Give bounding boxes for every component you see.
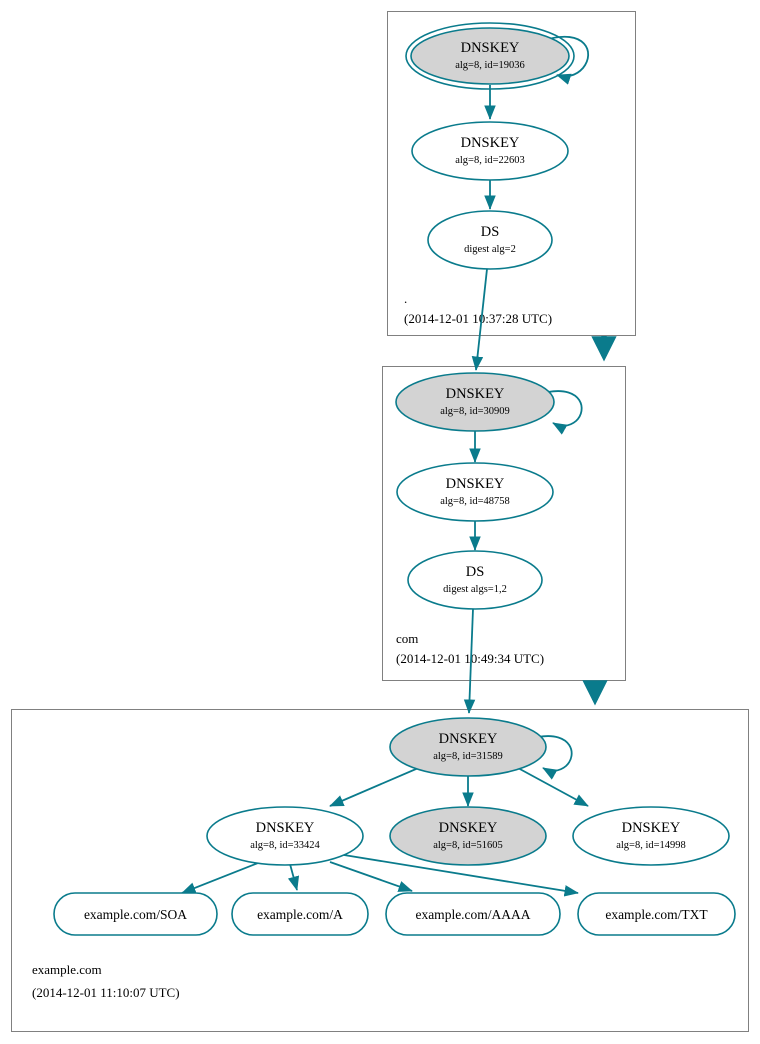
node-zsk-com-detail: alg=8, id=48758 <box>440 496 510 507</box>
node-rr-a <box>232 893 368 935</box>
node-ksk-com <box>396 373 554 431</box>
node-ds-com-detail: digest alg=2 <box>464 244 516 255</box>
node-zsk-33424 <box>207 807 363 865</box>
node-ksk-com-title: DNSKEY <box>445 386 505 402</box>
node-ds-com-title: DS <box>480 224 500 240</box>
zone-com-timestamp: (2014-12-01 10:49:34 UTC) <box>396 651 545 666</box>
edge-ksk-example-to-zsk-14998 <box>518 768 588 806</box>
node-zsk-33424-title: DNSKEY <box>255 820 315 836</box>
zone-example-com-label: example.com <box>32 962 102 977</box>
node-zsk-root <box>412 122 568 180</box>
node-zsk-com <box>397 463 553 521</box>
node-zsk-33424-detail: alg=8, id=33424 <box>250 840 320 851</box>
zone-root <box>388 12 636 336</box>
edge-ksk-example-to-zsk-33424 <box>330 766 423 806</box>
edge-zsk-33424-to-rr-soa <box>182 863 258 893</box>
node-rr-soa-label: example.com/SOA <box>83 907 188 922</box>
zone-example-com-timestamp: (2014-12-01 11:10:07 UTC) <box>32 985 180 1000</box>
node-zsk-14998-title: DNSKEY <box>621 820 681 836</box>
node-rr-aaaa <box>386 893 560 935</box>
node-zsk-51605-title: DNSKEY <box>438 820 498 836</box>
node-zsk-14998 <box>573 807 729 865</box>
node-ds-com <box>428 211 552 269</box>
zone-root-label: . <box>404 291 408 306</box>
node-zsk-root-detail: alg=8, id=22603 <box>455 155 525 166</box>
node-zsk-14998-detail: alg=8, id=14998 <box>616 840 686 851</box>
node-ksk-com-detail: alg=8, id=30909 <box>440 406 510 417</box>
node-ksk-example-title: DNSKEY <box>438 731 498 747</box>
node-ksk-example-detail: alg=8, id=31589 <box>433 751 503 762</box>
node-ds-example <box>408 551 542 609</box>
node-zsk-com-title: DNSKEY <box>445 476 505 492</box>
node-rr-txt-label: example.com/TXT <box>605 907 708 922</box>
zone-example-com <box>12 609 749 1032</box>
node-zsk-51605-detail: alg=8, id=51605 <box>433 840 503 851</box>
node-zsk-root-title: DNSKEY <box>460 135 520 151</box>
zone-com-label: com <box>396 631 419 646</box>
node-ksk-root <box>406 23 574 89</box>
node-rr-txt <box>578 893 735 935</box>
node-ds-example-detail: digest algs=1,2 <box>443 584 507 595</box>
node-ksk-root-title: DNSKEY <box>460 40 520 56</box>
node-ksk-example <box>390 718 546 776</box>
edge-zsk-33424-to-rr-a <box>290 864 297 890</box>
zone-root-timestamp: (2014-12-01 10:37:28 UTC) <box>404 311 553 326</box>
node-rr-aaaa-label: example.com/AAAA <box>415 907 531 922</box>
node-rr-soa <box>54 893 217 935</box>
zone-com <box>383 269 626 681</box>
node-ksk-root-detail: alg=8, id=19036 <box>455 60 525 71</box>
node-ds-example-title: DS <box>465 564 485 580</box>
node-rr-a-label: example.com/A <box>257 907 343 922</box>
node-zsk-51605 <box>390 807 546 865</box>
edge-zsk-33424-to-rr-aaaa <box>330 862 412 891</box>
zone-example-com-border <box>12 710 749 1032</box>
